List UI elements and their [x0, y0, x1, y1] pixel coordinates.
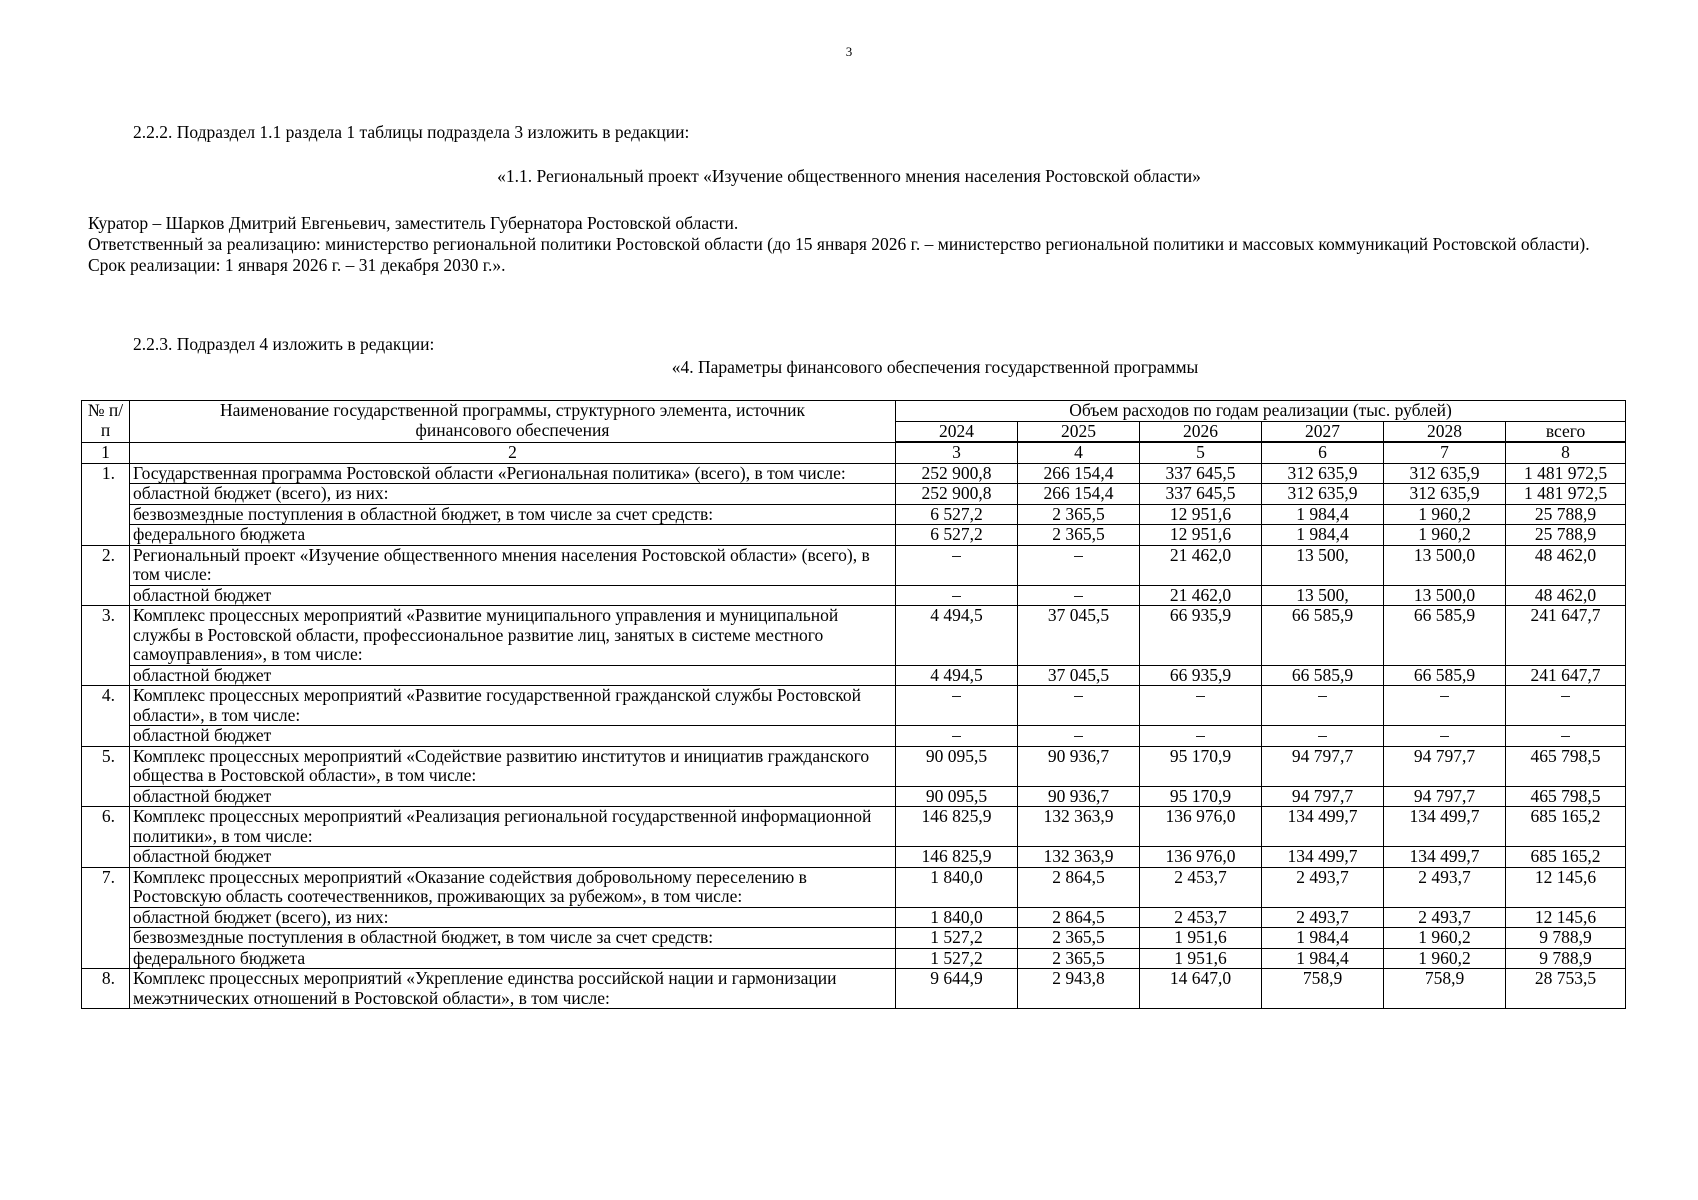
cell-value: 312 635,9 [1384, 484, 1506, 505]
table-row [82, 807, 1626, 847]
cell-value: 2 365,5 [1018, 504, 1140, 525]
table-row [82, 928, 1626, 949]
cell-value: 4 494,5 [896, 665, 1018, 686]
header-year: 2026 [1140, 421, 1262, 442]
table-row [82, 665, 1626, 686]
header-name: Наименование государственной программы, структурного элемента, источник финансового обеспечения [130, 401, 896, 443]
row-name: Комплекс процессных мероприятий «Развитие государственной гражданской службы Ростовской области», в том числе: [130, 686, 896, 726]
cell-value: 134 499,7 [1262, 847, 1384, 868]
column-number: 8 [1506, 442, 1626, 463]
project-info [88, 213, 1610, 276]
cell-value: 337 645,5 [1140, 484, 1262, 505]
cell-value: – [896, 585, 1018, 606]
cell-value: 6 527,2 [896, 504, 1018, 525]
cell-value: 66 585,9 [1384, 665, 1506, 686]
cell-value: 1 960,2 [1384, 928, 1506, 949]
row-number: 7. [82, 867, 130, 969]
project-title: «1.1. Региональный проект «Изучение общественного мнения населения Ростовской области» [497, 166, 1201, 186]
paragraph-2-2-3: 2.2.3. Подраздел 4 изложить в редакции: [133, 334, 435, 354]
cell-value: 1 840,0 [896, 867, 1018, 907]
header-year: 2025 [1018, 421, 1140, 442]
row-number: 6. [82, 807, 130, 868]
row-number: 8. [82, 969, 130, 1009]
cell-value: 2 453,7 [1140, 867, 1262, 907]
cell-value: 95 170,9 [1140, 786, 1262, 807]
cell-value: 1 984,4 [1262, 504, 1384, 525]
table-row [82, 847, 1626, 868]
cell-value: 337 645,5 [1140, 463, 1262, 484]
cell-value: 90 936,7 [1018, 746, 1140, 786]
row-name: Комплекс процессных мероприятий «Содействие развитию институтов и инициатив гражданского общества в Ростовской области», в том числе: [130, 746, 896, 786]
table-row [82, 484, 1626, 505]
row-number: 3. [82, 606, 130, 686]
row-name: областной бюджет (всего), из них: [130, 907, 896, 928]
cell-value: 1 984,4 [1262, 948, 1384, 969]
cell-value: – [1140, 686, 1262, 726]
cell-value: – [1018, 686, 1140, 726]
cell-value: 2 864,5 [1018, 907, 1140, 928]
row-name: областной бюджет [130, 786, 896, 807]
cell-value: 146 825,9 [896, 847, 1018, 868]
cell-value: 2 365,5 [1018, 928, 1140, 949]
table-row [82, 585, 1626, 606]
cell-value: – [896, 545, 1018, 585]
curator-line: Куратор – Шарков Дмитрий Евгеньевич, заместитель Губернатора Ростовской области. [88, 213, 739, 233]
cell-value: 134 499,7 [1262, 807, 1384, 847]
cell-value: 132 363,9 [1018, 807, 1140, 847]
table-row [82, 726, 1626, 747]
cell-value: 2 453,7 [1140, 907, 1262, 928]
row-name: Комплекс процессных мероприятий «Развитие муниципального управления и муниципальной службы в Ростовской области, профессиональное развитие лиц, занятых в системе местного самоуправления», в том числе: [130, 606, 896, 666]
header-year: 2024 [896, 421, 1018, 442]
cell-value: 94 797,7 [1262, 786, 1384, 807]
cell-value: – [896, 726, 1018, 747]
column-number: 3 [896, 442, 1018, 463]
cell-value: 48 462,0 [1506, 585, 1626, 606]
cell-value: 1 984,4 [1262, 928, 1384, 949]
cell-value: – [896, 686, 1018, 726]
header-volume: Объем расходов по годам реализации (тыс. рублей) [896, 401, 1626, 422]
column-number: 4 [1018, 442, 1140, 463]
cell-value: 9 788,9 [1506, 928, 1626, 949]
row-name: безвозмездные поступления в областной бюджет, в том числе за счет средств: [130, 504, 896, 525]
table-row [82, 686, 1626, 726]
cell-value: 90 095,5 [896, 786, 1018, 807]
row-name: федерального бюджета [130, 525, 896, 546]
cell-value: 2 365,5 [1018, 948, 1140, 969]
cell-value: 12 145,6 [1506, 867, 1626, 907]
cell-value: 2 943,8 [1018, 969, 1140, 1009]
cell-value: 136 976,0 [1140, 847, 1262, 868]
cell-value: 12 951,6 [1140, 525, 1262, 546]
cell-value: 37 045,5 [1018, 606, 1140, 666]
cell-value: – [1506, 686, 1626, 726]
cell-value: 94 797,7 [1262, 746, 1384, 786]
cell-value: 266 154,4 [1018, 463, 1140, 484]
row-name: областной бюджет [130, 847, 896, 868]
cell-value: 252 900,8 [896, 463, 1018, 484]
cell-value: – [1018, 585, 1140, 606]
cell-value: 132 363,9 [1018, 847, 1140, 868]
cell-value: 1 527,2 [896, 948, 1018, 969]
column-numbers-row [82, 442, 1626, 463]
cell-value: 1 951,6 [1140, 928, 1262, 949]
row-name: областной бюджет [130, 726, 896, 747]
cell-value: 6 527,2 [896, 525, 1018, 546]
header-year: 2028 [1384, 421, 1506, 442]
row-name: Государственная программа Ростовской области «Региональная политика» (всего), в том числе: [130, 463, 896, 484]
row-number: 1. [82, 463, 130, 545]
header-total: всего [1506, 421, 1626, 442]
cell-value: – [1018, 726, 1140, 747]
column-number: 2 [130, 442, 896, 463]
cell-value: 1 527,2 [896, 928, 1018, 949]
cell-value: 312 635,9 [1262, 463, 1384, 484]
cell-value: 95 170,9 [1140, 746, 1262, 786]
table-row [82, 545, 1626, 585]
table-row [82, 525, 1626, 546]
section-title [0, 357, 1698, 378]
cell-value: 1 960,2 [1384, 948, 1506, 969]
row-name: областной бюджет [130, 665, 896, 686]
paragraph-2-2-2: 2.2.2. Подраздел 1.1 раздела 1 таблицы подраздела 3 изложить в редакции: [133, 122, 690, 142]
page-number: 3 [845, 44, 853, 59]
cell-value: 13 500, [1262, 585, 1384, 606]
table-row [82, 504, 1626, 525]
cell-value: 12 145,6 [1506, 907, 1626, 928]
table-row [82, 746, 1626, 786]
cell-value: 2 365,5 [1018, 525, 1140, 546]
cell-value: 758,9 [1384, 969, 1506, 1009]
row-name: Комплекс процессных мероприятий «Оказание содействия добровольному переселению в Ростовскую область соотечественников, проживающих за рубежом», в том числе: [130, 867, 896, 907]
cell-value: 685 165,2 [1506, 807, 1626, 847]
cell-value: 25 788,9 [1506, 525, 1626, 546]
cell-value: 465 798,5 [1506, 786, 1626, 807]
cell-value: 312 635,9 [1384, 463, 1506, 484]
cell-value: 241 647,7 [1506, 665, 1626, 686]
cell-value: 21 462,0 [1140, 585, 1262, 606]
table-row [82, 907, 1626, 928]
row-name: безвозмездные поступления в областной бюджет, в том числе за счет средств: [130, 928, 896, 949]
cell-value: 1 984,4 [1262, 525, 1384, 546]
cell-value: 465 798,5 [1506, 746, 1626, 786]
cell-value: – [1262, 726, 1384, 747]
cell-value: 13 500,0 [1384, 545, 1506, 585]
row-name: Региональный проект «Изучение общественного мнения населения Ростовской области» (всего), в том числе: [130, 545, 896, 585]
cell-value: 2 493,7 [1384, 867, 1506, 907]
cell-value: 1 960,2 [1384, 525, 1506, 546]
cell-value: 312 635,9 [1262, 484, 1384, 505]
row-name: Комплекс процессных мероприятий «Укрепление единства российской нации и гармонизации межэтнических отношений в Ростовской области», в том числе: [130, 969, 896, 1009]
responsible-line: Ответственный за реализацию: министерство региональной политики Ростовской области (до 15 января 2026 г. – министерство региональной политики и массовых коммуникаций Ростовской области). [88, 234, 1590, 254]
cell-value: 2 493,7 [1262, 867, 1384, 907]
cell-value: 1 481 972,5 [1506, 484, 1626, 505]
section-title-text: «4. Параметры финансового обеспечения государственной программы [671, 357, 1199, 377]
cell-value: 2 864,5 [1018, 867, 1140, 907]
column-number: 7 [1384, 442, 1506, 463]
cell-value: 146 825,9 [896, 807, 1018, 847]
cell-value: 134 499,7 [1384, 847, 1506, 868]
cell-value: 685 165,2 [1506, 847, 1626, 868]
row-number: 5. [82, 746, 130, 807]
row-name: областной бюджет (всего), из них: [130, 484, 896, 505]
table-row [82, 867, 1626, 907]
cell-value: 14 647,0 [1140, 969, 1262, 1009]
cell-value: – [1262, 686, 1384, 726]
cell-value: 12 951,6 [1140, 504, 1262, 525]
row-number: 4. [82, 686, 130, 747]
cell-value: 66 585,9 [1262, 606, 1384, 666]
cell-value: 1 960,2 [1384, 504, 1506, 525]
cell-value: 252 900,8 [896, 484, 1018, 505]
cell-value: 13 500, [1262, 545, 1384, 585]
row-name: Комплекс процессных мероприятий «Реализация региональной государственной информационной политики», в том числе: [130, 807, 896, 847]
cell-value: 758,9 [1262, 969, 1384, 1009]
cell-value: 1 840,0 [896, 907, 1018, 928]
financing-table [81, 400, 1626, 1009]
column-number: 6 [1262, 442, 1384, 463]
cell-value: – [1384, 726, 1506, 747]
cell-value: 266 154,4 [1018, 484, 1140, 505]
cell-value: 2 493,7 [1384, 907, 1506, 928]
cell-value: 28 753,5 [1506, 969, 1626, 1009]
cell-value: – [1140, 726, 1262, 747]
cell-value: 2 493,7 [1262, 907, 1384, 928]
table-row [82, 948, 1626, 969]
cell-value: 66 935,9 [1140, 665, 1262, 686]
cell-value: 94 797,7 [1384, 786, 1506, 807]
cell-value: 241 647,7 [1506, 606, 1626, 666]
cell-value: 66 585,9 [1384, 606, 1506, 666]
header-number: № п/п [82, 401, 130, 443]
table-row [82, 786, 1626, 807]
cell-value: 4 494,5 [896, 606, 1018, 666]
cell-value: 66 935,9 [1140, 606, 1262, 666]
cell-value: 136 976,0 [1140, 807, 1262, 847]
cell-value: 1 951,6 [1140, 948, 1262, 969]
cell-value: 13 500,0 [1384, 585, 1506, 606]
cell-value: – [1018, 545, 1140, 585]
row-name: областной бюджет [130, 585, 896, 606]
table-row [82, 463, 1626, 484]
cell-value: 25 788,9 [1506, 504, 1626, 525]
table-row [82, 969, 1626, 1009]
cell-value: 21 462,0 [1140, 545, 1262, 585]
cell-value: 134 499,7 [1384, 807, 1506, 847]
cell-value: 9 644,9 [896, 969, 1018, 1009]
cell-value: 48 462,0 [1506, 545, 1626, 585]
cell-value: 1 481 972,5 [1506, 463, 1626, 484]
row-number: 2. [82, 545, 130, 606]
cell-value: 90 936,7 [1018, 786, 1140, 807]
cell-value: – [1506, 726, 1626, 747]
period-line: Срок реализации: 1 января 2026 г. – 31 декабря 2030 г.». [88, 255, 506, 275]
cell-value: – [1384, 686, 1506, 726]
cell-value: 9 788,9 [1506, 948, 1626, 969]
row-name: федерального бюджета [130, 948, 896, 969]
table-header-row [82, 401, 1626, 422]
column-number: 1 [82, 442, 130, 463]
column-number: 5 [1140, 442, 1262, 463]
cell-value: 37 045,5 [1018, 665, 1140, 686]
cell-value: 66 585,9 [1262, 665, 1384, 686]
header-year: 2027 [1262, 421, 1384, 442]
cell-value: 90 095,5 [896, 746, 1018, 786]
cell-value: 94 797,7 [1384, 746, 1506, 786]
table-row [82, 606, 1626, 666]
